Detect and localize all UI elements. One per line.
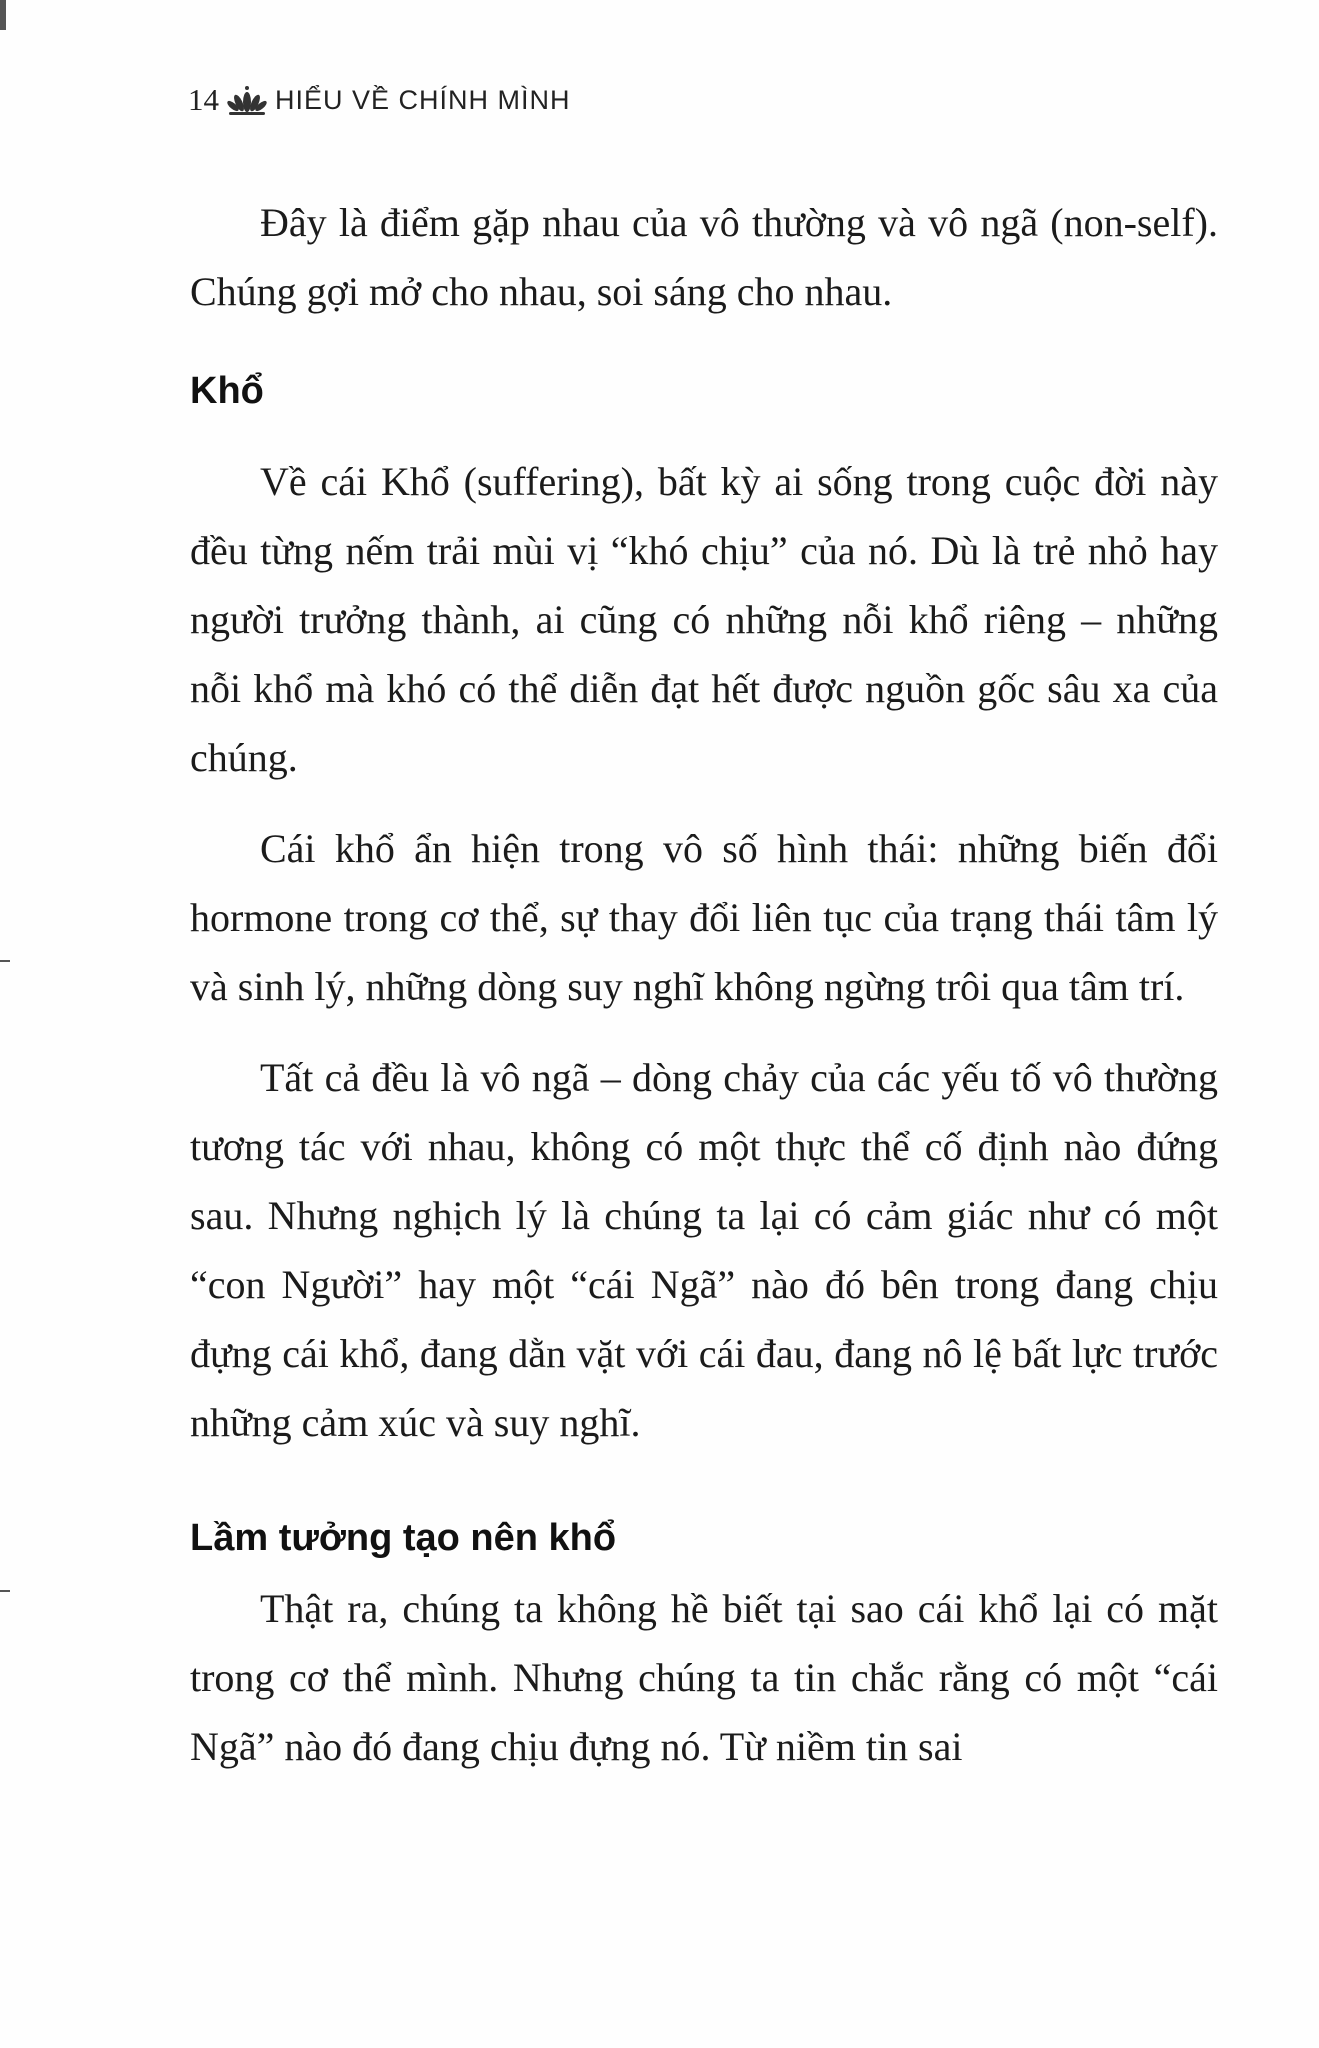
paragraph: Đây là điểm gặp nhau của vô thường và vô ngã (non-self). Chúng gợi mở cho nhau, soi sáng cho nhau.	[190, 200, 1218, 314]
paragraph: Tất cả đều là vô ngã – dòng chảy của các yếu tố vô thường tương tác với nhau, không có một thực thể cố định nào đứng sau. Nhưng nghịch lý là chúng ta lại có cảm giác như có một “con Người” hay một “cái Ngã” nào đó bên trong đang chịu đựng cái khổ, đang dằn vặt với cái đau, đang nô lệ bất lực trước những cảm xúc và suy nghĩ.	[190, 1055, 1218, 1445]
paragraph: Thật ra, chúng ta không hề biết tại sao cái khổ lại có mặt trong cơ thể mình. Nhưng chúng ta tin chắc rằng có một “cái Ngã” nào đó đang chịu đựng nó. Từ niềm tin sai	[190, 1586, 1218, 1769]
running-header	[188, 82, 571, 118]
section-heading: Lầm tưởng tạo nên khổ	[190, 1517, 617, 1559]
paragraph: Về cái Khổ (suffering), bất kỳ ai sống trong cuộc đời này đều từng nếm trải mùi vị “khó chịu” của nó. Dù là trẻ nhỏ hay người trưởng thành, ai cũng có những nỗi khổ riêng – những nỗi khổ mà khó có thể diễn đạt hết được nguồn gốc sâu xa của chúng.	[190, 459, 1218, 780]
page-edge-mark	[0, 960, 10, 962]
running-title: HIỂU VỀ CHÍNH MÌNH	[275, 84, 571, 115]
paragraph: Cái khổ ẩn hiện trong vô số hình thái: những biến đổi hormone trong cơ thể, sự thay đổi liên tục của trạng thái tâm lý và sinh lý, những dòng suy nghĩ không ngừng trôi qua tâm trí.	[190, 826, 1218, 1009]
lotus-ornament-icon	[225, 82, 269, 118]
page-edge-mark	[0, 0, 6, 30]
section-heading: Khổ	[190, 370, 264, 412]
page-body	[190, 188, 1218, 1781]
page-number: 14	[188, 82, 219, 117]
page-edge-mark	[0, 1590, 10, 1592]
